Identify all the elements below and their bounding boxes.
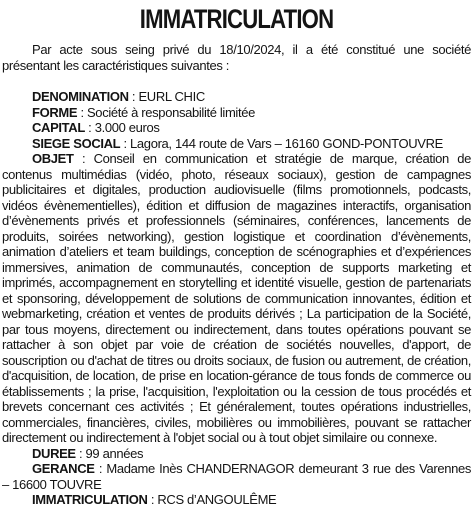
field-value: : Lagora, 144 route de Vars – 16160 GOND-PONTOUVRE	[120, 135, 443, 151]
field-value: : Madame Inès CHANDERNAGOR demeurant 3 rue des Varennes – 16600 TOUVRE	[2, 461, 471, 492]
field-label: CAPITAL	[32, 120, 85, 135]
field-value: : Conseil en communication et stratégie de marque, création de contenus multimédias (vidéo, photo, réseaux sociaux), gestion de campagnes publicitaires et digitales, production audiovisuelle (films promotionnels, podcasts, vidéos évènementielles), édition et diffusion de magazines interactifs, organisation d’évènements privés et professionnels (séminaires, conférences, lancements de produits, soirées networking), gestion logistique et coordination d’évènements, animation d’ateliers et team buildings, conception de scénographies et d’expériences immersives, animation de communautés, conception de supports marketing et imprimés, accompagnement en storytelling et identité visuelle, gestion de partenariats et sponsoring, développement de solutions de communication innovantes, édition et webmarketing, création et ventes de produits dérivés ; La participation de la Société, par tous moyens, directement ou indirectement, dans toutes opérations pouvant se rattacher à son objet par voie de création de sociétés nouvelles, d'apport, de souscription ou d'achat de titres ou droits sociaux, de fusion ou autrement, de création, d'acquisition, de location, de prise en location-gérance de tous fonds de commerce ou établissements ; la prise, l'acquisition, l'exploitation ou la cession de tous procédés et brevets concernant ces activités ; Et généralement, toutes opérations industrielles, commerciales, financières, civiles, mobilières ou immobilières, pouvant se rattacher directement ou indirectement à l'objet social ou à tout objet similaire ou connexe.	[2, 151, 471, 445]
field-label: GERANCE	[32, 461, 95, 476]
field-value: : EURL CHIC	[128, 89, 205, 104]
field-label: FORME	[32, 104, 78, 120]
field-label: OBJET	[32, 151, 74, 166]
field-denomination	[2, 89, 471, 105]
field-label: SIEGE SOCIAL	[32, 135, 121, 151]
field-gerance	[2, 461, 471, 492]
intro-paragraph: Par acte sous seing privé du 18/10/2024, il a été constitué une société présentant les caractéristiques suivantes :	[2, 42, 471, 73]
field-duree	[2, 446, 471, 462]
field-siege-social	[2, 136, 471, 152]
notice-title: IMMATRICULATION	[139, 4, 334, 34]
field-forme	[2, 105, 471, 121]
field-label: DENOMINATION	[32, 89, 129, 104]
field-objet	[2, 151, 471, 446]
field-value: : Société à responsabilité limitée	[77, 104, 255, 120]
field-value: : 99 années	[75, 445, 144, 461]
field-label: IMMATRICULATION	[32, 492, 148, 507]
field-capital	[2, 120, 471, 136]
field-label: DUREE	[32, 445, 76, 461]
field-value: : RCS d’ANGOULÊME	[147, 492, 277, 507]
field-value: : 3.000 euros	[84, 120, 160, 135]
field-immatriculation	[2, 492, 471, 508]
